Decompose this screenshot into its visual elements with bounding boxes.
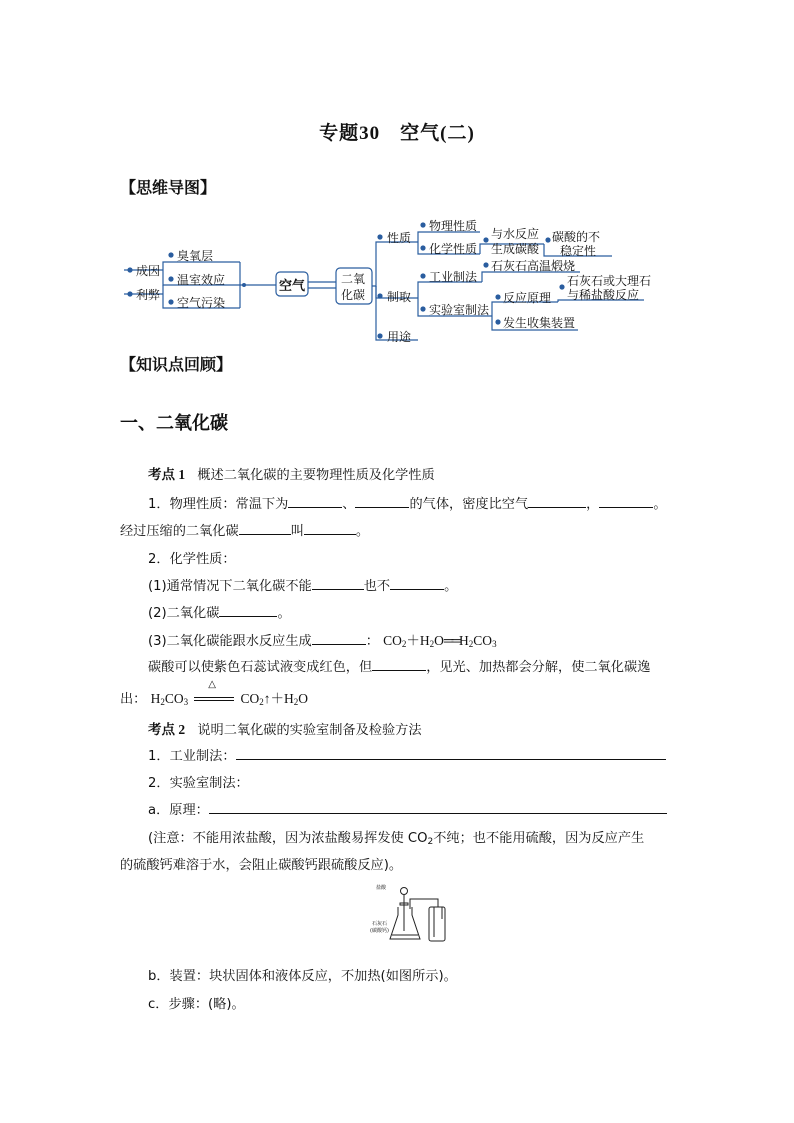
heat-symbol: △ bbox=[208, 679, 216, 690]
heat-arrow bbox=[192, 679, 236, 703]
device-line: b．装置：块状固体和液体反应，不加热(如图所示)。 bbox=[148, 969, 457, 984]
principle-line bbox=[148, 799, 667, 818]
blank-chem-2[interactable] bbox=[390, 577, 444, 590]
kd2-line bbox=[148, 718, 422, 738]
mindmap-heading: 【思维导图】 bbox=[120, 178, 217, 197]
mm-node-principle: 反应原理 bbox=[503, 291, 552, 305]
chem-title: 2．化学性质： bbox=[148, 552, 236, 567]
fig-label-calcium-carbonate: (碳酸钙) bbox=[370, 928, 389, 934]
blank-carbonic[interactable] bbox=[372, 658, 426, 671]
mm-node-principle-1: 石灰石或大理石 bbox=[567, 274, 652, 288]
industrial-line bbox=[148, 745, 666, 764]
carbonic-line bbox=[148, 656, 650, 675]
kd2-label: 考点 2 bbox=[148, 722, 186, 737]
mm-node-water-react-2: 生成碳酸 bbox=[491, 242, 540, 256]
mm-node-carbonic-2: 稳定性 bbox=[560, 244, 597, 258]
industrial-label: 1．工业制法： bbox=[148, 749, 236, 764]
mm-node-water-react-1: 与水反应 bbox=[491, 227, 540, 241]
mm-node-co2-1: 二氧 bbox=[341, 272, 366, 286]
mind-map bbox=[0, 0, 794, 360]
mm-node-ozone: 臭氧层 bbox=[177, 249, 214, 263]
steps-line: c．步骤：(略)。 bbox=[148, 997, 245, 1012]
phys-line-1 bbox=[148, 493, 667, 512]
blank-phys-6[interactable] bbox=[304, 522, 356, 535]
mm-node-lab: 实验室制法 bbox=[429, 303, 490, 317]
mm-node-greenhouse: 温室效应 bbox=[177, 273, 226, 287]
mm-node-principle-2: 与稀盐酸反应 bbox=[567, 288, 640, 302]
phys-text-5: 。 bbox=[653, 497, 667, 512]
kd2-text: 说明二氧化碳的实验室制备及检验方法 bbox=[197, 723, 422, 738]
blank-chem-4[interactable] bbox=[312, 632, 366, 645]
blank-chem-1[interactable] bbox=[312, 577, 364, 590]
blank-phys-3[interactable] bbox=[528, 495, 586, 508]
blank-industrial[interactable] bbox=[236, 747, 666, 760]
principle-label: a．原理： bbox=[148, 803, 209, 818]
chem-line-1 bbox=[148, 575, 457, 594]
chem3-text-a: (3)二氧化碳能跟水反应生成 bbox=[148, 634, 312, 649]
chem2-text-a: (2)二氧化碳 bbox=[148, 606, 220, 621]
blank-phys-4[interactable] bbox=[599, 495, 653, 508]
phys-text-4: ， bbox=[586, 497, 600, 512]
mm-node-pros-cons: 利弊 bbox=[136, 288, 161, 302]
mm-node-air: 空气 bbox=[279, 279, 306, 294]
mm-node-industrial: 工业制法 bbox=[429, 270, 478, 284]
mm-node-phys-prop: 物理性质 bbox=[429, 219, 478, 233]
page-title: 专题30 空气(二) bbox=[319, 123, 475, 144]
blank-phys-5[interactable] bbox=[239, 522, 291, 535]
mm-node-carbonic-1: 碳酸的不 bbox=[552, 230, 601, 244]
mm-node-pollution: 空气污染 bbox=[177, 296, 226, 310]
apparatus-figure bbox=[372, 885, 454, 947]
blank-phys-1[interactable] bbox=[288, 495, 342, 508]
chem2-text-b: 。 bbox=[277, 606, 291, 621]
mm-node-chem-prop: 化学性质 bbox=[429, 242, 478, 256]
note-line-2: 的硫酸钙难溶于水，会阻止碳酸钙跟硫酸反应)。 bbox=[120, 858, 403, 873]
chem1-text-b: 也不 bbox=[363, 579, 391, 594]
phys-text-1: 1．物理性质：常温下为 bbox=[148, 497, 289, 512]
blank-principle[interactable] bbox=[209, 801, 667, 814]
lab-title: 2．实验室制法： bbox=[148, 776, 249, 791]
review-heading: 【知识点回顾】 bbox=[120, 355, 233, 374]
equation-co2-water: $CO_2+H_2O══H_2CO_3$ bbox=[383, 633, 497, 649]
chem-line-2 bbox=[148, 602, 291, 621]
kd1-line bbox=[148, 463, 435, 483]
mm-node-industrial-detail: 石灰石高温煅烧 bbox=[491, 259, 576, 273]
fig-label-limestone: 石灰石 bbox=[372, 921, 388, 927]
mm-node-properties: 性质 bbox=[387, 231, 412, 245]
blank-phys-2[interactable] bbox=[355, 495, 409, 508]
kd1-label: 考点 1 bbox=[148, 467, 186, 482]
out-label: 出： bbox=[120, 692, 147, 707]
phys-text-3: 的气体，密度比空气 bbox=[409, 497, 529, 512]
phys-text-8: 。 bbox=[355, 524, 370, 539]
fig-label-acid: 盐酸 bbox=[376, 885, 387, 891]
phys-text-2: 、 bbox=[342, 497, 356, 512]
phys-text-7: 叫 bbox=[290, 524, 304, 539]
blank-chem-3[interactable] bbox=[219, 604, 277, 617]
mm-node-preparation: 制取 bbox=[387, 290, 412, 304]
decomposition-line: 出： $H_2CO_3$ △ $CO_2↑+H_2O$ bbox=[120, 679, 309, 707]
mm-node-co2-2: 化碳 bbox=[341, 288, 366, 302]
note-line-1: (注意：不能用浓盐酸，因为浓盐酸易挥发使 $CO_2$不纯；也不能用硫酸，因为反应产生 bbox=[148, 831, 645, 847]
chem1-text-a: (1)通常情况下二氧化碳不能 bbox=[148, 579, 312, 594]
equation-decomposition: $H_2CO_3$ bbox=[150, 691, 189, 707]
chem3-text-b: ： bbox=[365, 634, 379, 649]
kd1-text: 概述二氧化碳的主要物理性质及化学性质 bbox=[197, 468, 435, 483]
mm-node-cause: 成因 bbox=[136, 264, 161, 278]
carbonic-text-1: 碳酸可以使紫色石蕊试液变成红色，但 bbox=[148, 660, 373, 675]
mm-node-apparatus: 发生收集装置 bbox=[503, 316, 576, 330]
chem1-text-c: 。 bbox=[444, 579, 458, 594]
phys-text-6: 经过压缩的二氧化碳 bbox=[120, 524, 239, 539]
chem-line-3 bbox=[148, 629, 497, 649]
section-title-co2: 一、二氧化碳 bbox=[120, 413, 228, 434]
mm-node-uses: 用途 bbox=[387, 330, 412, 344]
carbonic-text-2: ，见光、加热都会分解，使二氧化碳逸 bbox=[426, 660, 651, 675]
phys-line-2 bbox=[120, 520, 369, 539]
